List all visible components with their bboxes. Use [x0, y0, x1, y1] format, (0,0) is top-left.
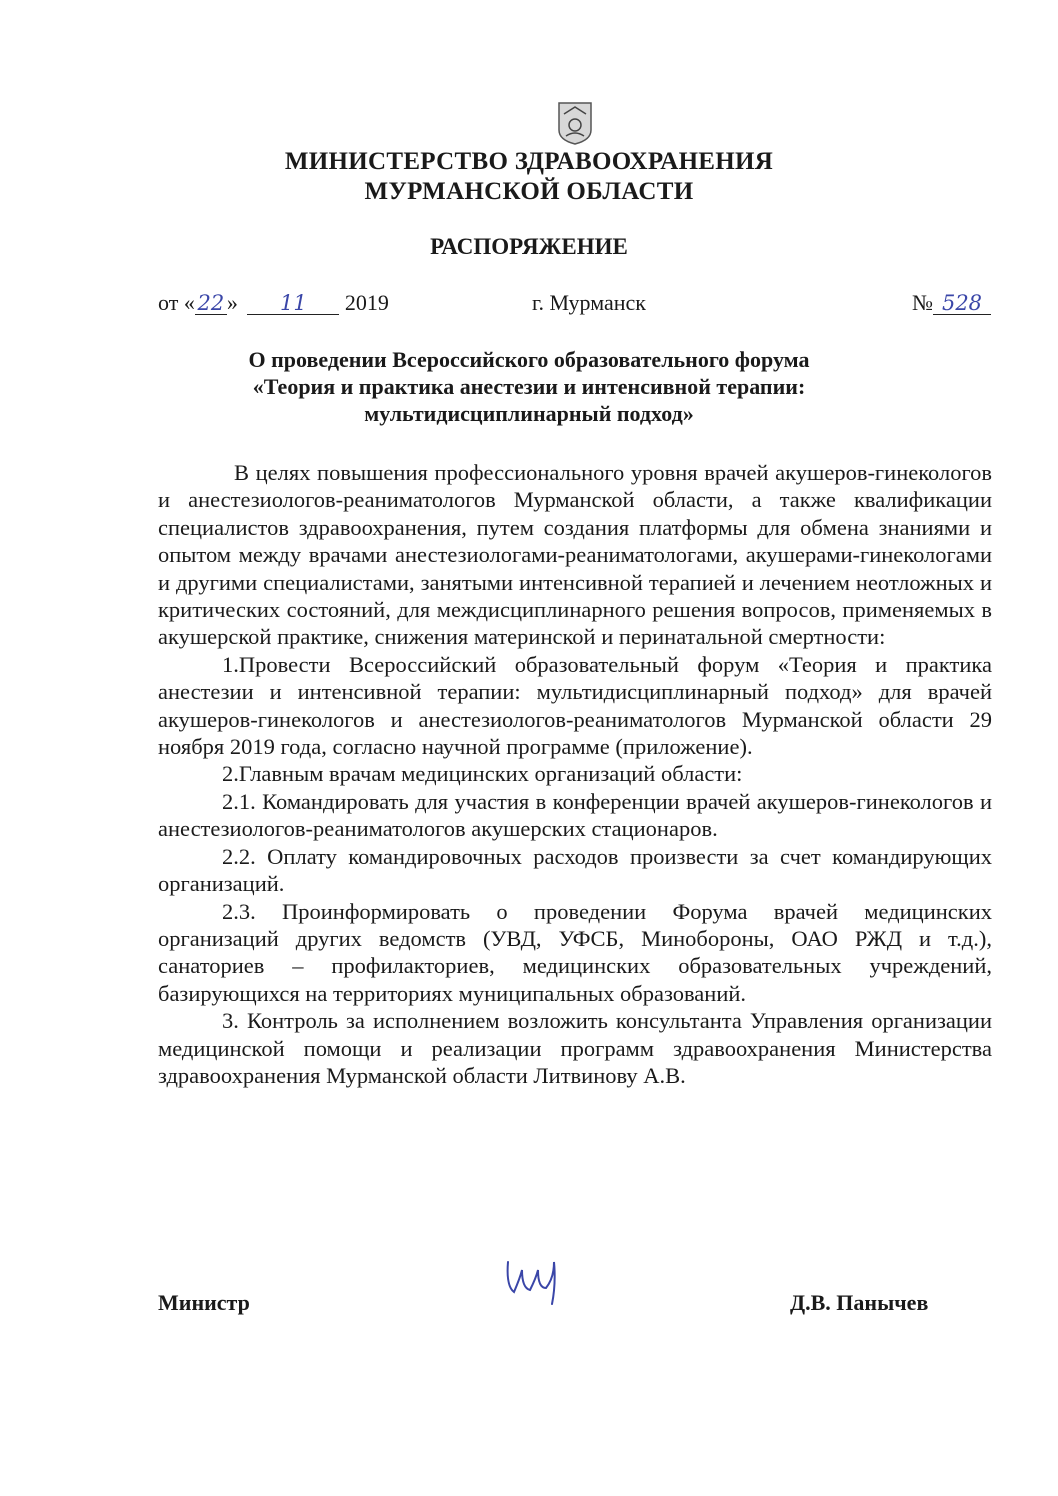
org-name-line1: МИНИСТЕРСТВО ЗДРАВООХРАНЕНИЯ — [284, 148, 774, 175]
preamble-paragraph: В целях повышения профессионального уровня врачей акушеров-гинекологов и анестезиологов-реаниматологов Мурманской области, а также квалификации специалистов здравоохранения, путем создания платформы для обмена знаниями и опытом между врачами анестезиологами-реаниматологами, акушерами-гинекологами и другими специалистами, занятыми интенсивной терапией и лечением неотложных и критических состояний, для междисциплинарного решения вопросов, применяемых в акушерской практике, снижения материнской и перинатальной смертности: — [158, 460, 992, 650]
signatory-title: Министр — [158, 1290, 250, 1315]
subject-line3: мультидисциплинарный подход» — [364, 401, 694, 426]
body-text — [158, 459, 992, 1089]
handwritten-signature — [500, 1248, 570, 1308]
item-2: 2.Главным врачам медицинских организаций области: — [222, 761, 743, 787]
item-2-2: 2.2. Оплату командировочных расходов произвести за счет командирующих организаций. — [158, 843, 992, 897]
date-year: 2019 — [344, 290, 389, 315]
subject-heading — [0, 346, 1058, 427]
subject-line2: «Теория и практика анестезии и интенсивной терапии: — [252, 374, 806, 399]
date-day: 22 — [195, 292, 227, 315]
doc-number: 528 — [933, 292, 991, 315]
item-1: 1.Провести Всероссийский образовательный форум «Теория и практика анестезии и интенсивной терапии: мультидисциплинарный подход» для врачей акушеров-гинекологов и анестезиологов-реаниматологов Мурманской области 29 ноября 2019 года, согласно научной программе (приложение). — [158, 651, 992, 760]
date-prefix: от « — [158, 290, 195, 315]
date-month: 11 — [247, 292, 339, 315]
item-2-1: 2.1. Командировать для участия в конференции врачей акушеров-гинекологов и анестезиологов-реаниматологов акушерских стационаров. — [158, 788, 992, 842]
date-field — [158, 290, 389, 316]
signatory-name: Д.В. Панычев — [790, 1290, 929, 1315]
coat-of-arms-icon — [556, 100, 594, 146]
document-type: РАСПОРЯЖЕНИЕ — [430, 234, 628, 259]
item-3: 3. Контроль за исполнением возложить консультанта Управления организации медицинской помощи и реализации программ здравоохранения Министерства здравоохранения Мурманской области Литвинову А.В. — [158, 1008, 992, 1088]
subject-line1: О проведении Всероссийского образовательного форума — [248, 347, 810, 372]
date-mid: » — [226, 290, 238, 315]
city: г. Мурманск — [532, 290, 646, 315]
doc-number-field — [912, 290, 991, 316]
org-name-line2: МУРМАНСКОЙ ОБЛАСТИ — [364, 178, 694, 205]
item-2-3: 2.3. Проинформировать о проведении Форума врачей медицинских организаций других ведомств (УВД, УФСБ, Минобороны, ОАО РЖД и т.д.), санаториев – профилакториев, медицинских образовательных учреждений, базирующихся на территориях муниципальных образований. — [158, 898, 992, 1006]
number-prefix: № — [912, 290, 933, 315]
